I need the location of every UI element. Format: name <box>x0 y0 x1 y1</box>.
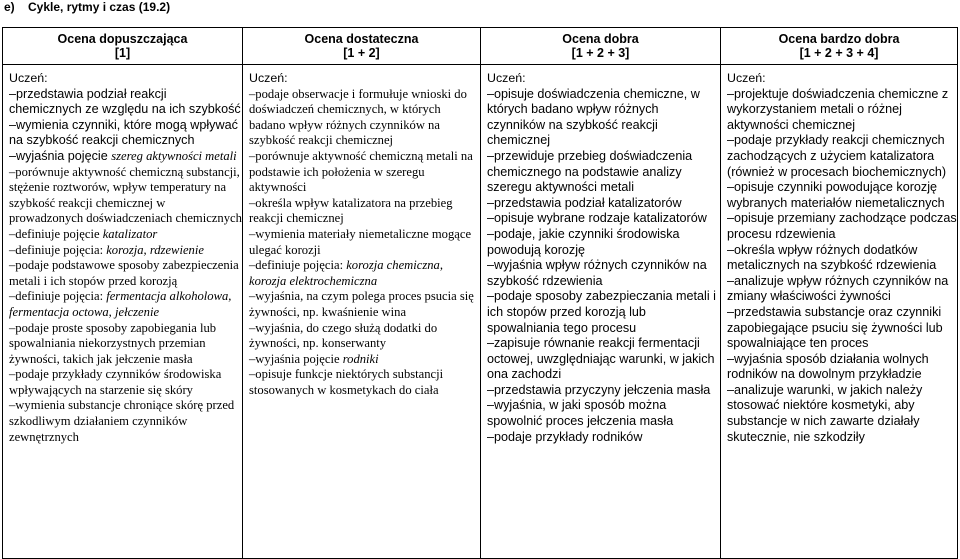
requirement-text: –podaje, jakie czynniki środowiska powodują korozję <box>487 226 680 257</box>
requirement-item <box>487 336 720 383</box>
requirement-text: –definiuje pojęcia: <box>249 258 347 273</box>
requirement-text: fermentacja alkoholowa, fermentacja octowa, jełczenie <box>9 289 232 319</box>
requirement-text: –projektuje doświadczenia chemiczne z wykorzystaniem metali o różnej aktywności chemicznej <box>727 86 949 132</box>
requirement-item <box>487 430 720 446</box>
requirement-text: –określa wpływ katalizatora na przebieg reakcji chemicznej <box>249 195 453 226</box>
requirement-item <box>487 211 720 227</box>
grade-code: [1 + 2 + 3 + 4] <box>799 46 879 60</box>
requirement-text: –podaje przykłady rodników <box>487 429 643 444</box>
requirements-cell-grade-3 <box>481 65 721 559</box>
requirement-text: rodniki <box>342 351 379 366</box>
requirement-text: korozja, rdzewienie <box>106 242 204 257</box>
requirement-item <box>249 321 480 352</box>
requirements-cell-grade-1 <box>3 65 243 559</box>
requirement-text: –wyjaśnia, na czym polega proces psucia się żywności, np. kwaśnienie wina <box>249 289 474 319</box>
requirement-text: –przedstawia przyczyny jełczenia masła <box>487 382 711 397</box>
requirement-item <box>249 196 480 227</box>
requirement-item <box>727 352 957 383</box>
requirement-item <box>9 165 242 227</box>
requirement-item <box>9 87 242 118</box>
requirement-text: katalizator <box>102 226 158 241</box>
requirement-item <box>487 87 720 149</box>
requirement-text: –analizuje warunki, w jakich należy stosować niektóre kosmetyki, aby substancje w nich zawarte działały skutecznie, nie szkodziły <box>727 382 923 444</box>
requirement-item <box>249 367 480 398</box>
requirement-text: –przewiduje przebieg doświadczenia chemicznego na podstawie analizy szeregu aktywności metali <box>487 148 693 195</box>
grade-name: Ocena dobra <box>562 32 639 46</box>
section-title-text: Cykle, rytmy i czas (19.2) <box>28 0 171 14</box>
requirement-item <box>249 87 480 149</box>
requirement-text: –wymienia materiały niemetaliczne mogące ulegać korozji <box>249 226 472 257</box>
student-label: Uczeń: <box>249 71 288 85</box>
requirement-text: korozja chemiczna, korozja elektrochemiczna <box>249 258 443 288</box>
requirement-item <box>727 274 957 305</box>
requirement-text: –opisuje funkcje niektórych substancji stosowanych w kosmetykach do ciała <box>249 367 444 397</box>
requirement-item <box>727 211 957 242</box>
column-header-grade-3 <box>481 28 721 65</box>
requirement-text: –wymienia substancje chroniące skórę przed szkodliwym działaniem czynników zewnętrznych <box>9 398 235 444</box>
requirement-item <box>487 258 720 289</box>
requirement-text: –przedstawia podział reakcji chemicznych ze względu na ich szybkość <box>9 86 241 117</box>
requirement-item <box>487 383 720 399</box>
grade-code: [1 + 2] <box>343 46 380 60</box>
grade-name: Ocena bardzo dobra <box>778 32 900 46</box>
student-label: Uczeń: <box>487 71 526 85</box>
requirement-text: –wyjaśnia sposób działania wolnych rodników na dowolnym przykładzie <box>727 351 929 382</box>
grade-name: Ocena dostateczna <box>304 32 419 46</box>
requirement-text: –podaje przykłady czynników środowiska wpływających na starzenie się skóry <box>9 367 222 397</box>
requirement-text: szereg aktywności metali <box>111 148 237 163</box>
requirement-item <box>249 258 480 289</box>
requirement-item <box>249 289 480 320</box>
requirement-text: –wyjaśnia pojęcie <box>249 351 343 366</box>
grade-criteria-table <box>2 27 958 559</box>
requirement-text: –definiuje pojęcia: <box>9 289 107 304</box>
requirement-text: –wyjaśnia, w jaki sposób można spowolnić proces jełczenia masła <box>487 398 674 429</box>
requirement-text: –definiuje pojęcie <box>9 226 103 241</box>
requirement-text: –analizuje wpływ różnych czynników na zmiany właściwości żywności <box>727 273 949 304</box>
requirement-item <box>249 149 480 196</box>
header-row <box>3 28 958 65</box>
requirement-text: –wyjaśnia wpływ różnych czynników na szybkość rdzewienia <box>487 258 707 288</box>
requirement-item <box>727 305 957 352</box>
requirement-item <box>9 398 242 445</box>
requirement-item <box>487 227 720 258</box>
requirement-item <box>727 133 957 180</box>
requirement-text: –opisuje przemiany zachodzące podczas procesu rdzewienia <box>727 211 957 241</box>
column-header-grade-1 <box>3 28 243 65</box>
requirement-text: –opisuje doświadczenia chemiczne, w których badano wpływ różnych czynników na szybkość reakcji chemicznej <box>487 86 700 148</box>
requirement-text: –porównuje aktywność chemiczną substancji, stężenie roztworów, wpływ temperatury na szybkość reakcji chemicznej w prowadzonych doświadczeniach chemicznych <box>9 164 242 226</box>
requirement-item <box>727 87 957 134</box>
requirement-item <box>9 258 242 289</box>
requirement-text: –przedstawia podział katalizatorów <box>487 195 682 210</box>
requirement-text: –wymienia czynniki, które mogą wpływać na szybkość reakcji chemicznych <box>9 117 238 148</box>
student-label: Uczeń: <box>727 71 766 85</box>
requirement-text: –wyjaśnia pojęcie <box>9 148 112 163</box>
requirement-text: –przedstawia substancje oraz czynniki zapobiegające psuciu się żywności lub spowalniające ten proces <box>727 304 943 351</box>
requirement-item <box>487 289 720 336</box>
grade-name: Ocena dopuszczająca <box>57 32 188 46</box>
requirement-text: –opisuje wybrane rodzaje katalizatorów <box>487 211 707 226</box>
requirement-item <box>727 383 957 445</box>
requirement-item <box>727 243 957 274</box>
section-heading <box>4 0 170 16</box>
column-header-grade-4 <box>721 28 958 65</box>
requirement-item <box>9 289 242 320</box>
requirement-item <box>9 243 242 259</box>
requirement-text: –podaje przykłady reakcji chemicznych zachodzących z użyciem katalizatora (również w procesach biochemicznych) <box>727 133 947 179</box>
requirement-item <box>9 367 242 398</box>
requirement-text: –podaje obserwacje i formułuje wnioski do doświadczeń chemicznych, w których badano wpływ różnych czynników na szybkość reakcji chemicznej <box>249 86 467 148</box>
student-label: Uczeń: <box>9 71 48 85</box>
requirement-item <box>9 118 242 149</box>
grade-code: [1 + 2 + 3] <box>571 46 630 60</box>
requirement-item <box>727 180 957 211</box>
requirements-cell-grade-4 <box>721 65 958 559</box>
requirement-text: –porównuje aktywność chemiczną metali na podstawie ich położenia w szeregu aktywności <box>249 148 473 195</box>
requirement-item <box>9 149 242 165</box>
requirements-row <box>3 65 958 559</box>
requirement-text: –opisuje czynniki powodujące korozję wybranych materiałów niemetalicznych <box>727 180 945 210</box>
requirement-item <box>487 196 720 212</box>
requirement-text: –podaje podstawowe sposoby zabezpieczenia metali i ich stopów przed korozją <box>9 258 239 288</box>
grade-code: [1] <box>114 46 131 60</box>
section-letter: e) <box>4 0 15 14</box>
requirement-item <box>249 227 480 258</box>
requirement-item <box>249 352 480 368</box>
requirement-text: –określa wpływ różnych dodatków metalicznych na szybkość rdzewienia <box>727 242 937 273</box>
column-header-grade-2 <box>243 28 481 65</box>
requirement-text: –zapisuje równanie reakcji fermentacji octowej, uwzględniając warunki, w jakich ona zachodzi <box>487 336 715 382</box>
requirements-cell-grade-2 <box>243 65 481 559</box>
requirement-item <box>487 398 720 429</box>
requirement-item <box>487 149 720 196</box>
requirement-item <box>9 227 242 243</box>
requirement-text: –definiuje pojęcia: <box>9 242 107 257</box>
requirement-item <box>9 321 242 368</box>
requirement-text: –podaje sposoby zabezpieczania metali i ich stopów przed korozją lub spowalniania tego procesu <box>487 289 716 335</box>
requirement-text: –wyjaśnia, do czego służą dodatki do żywności, np. konserwanty <box>249 320 438 351</box>
requirement-text: –podaje proste sposoby zapobiegania lub spowalniania niekorzystnych przemian żywności, takich jak jełczenie masła <box>9 320 217 366</box>
